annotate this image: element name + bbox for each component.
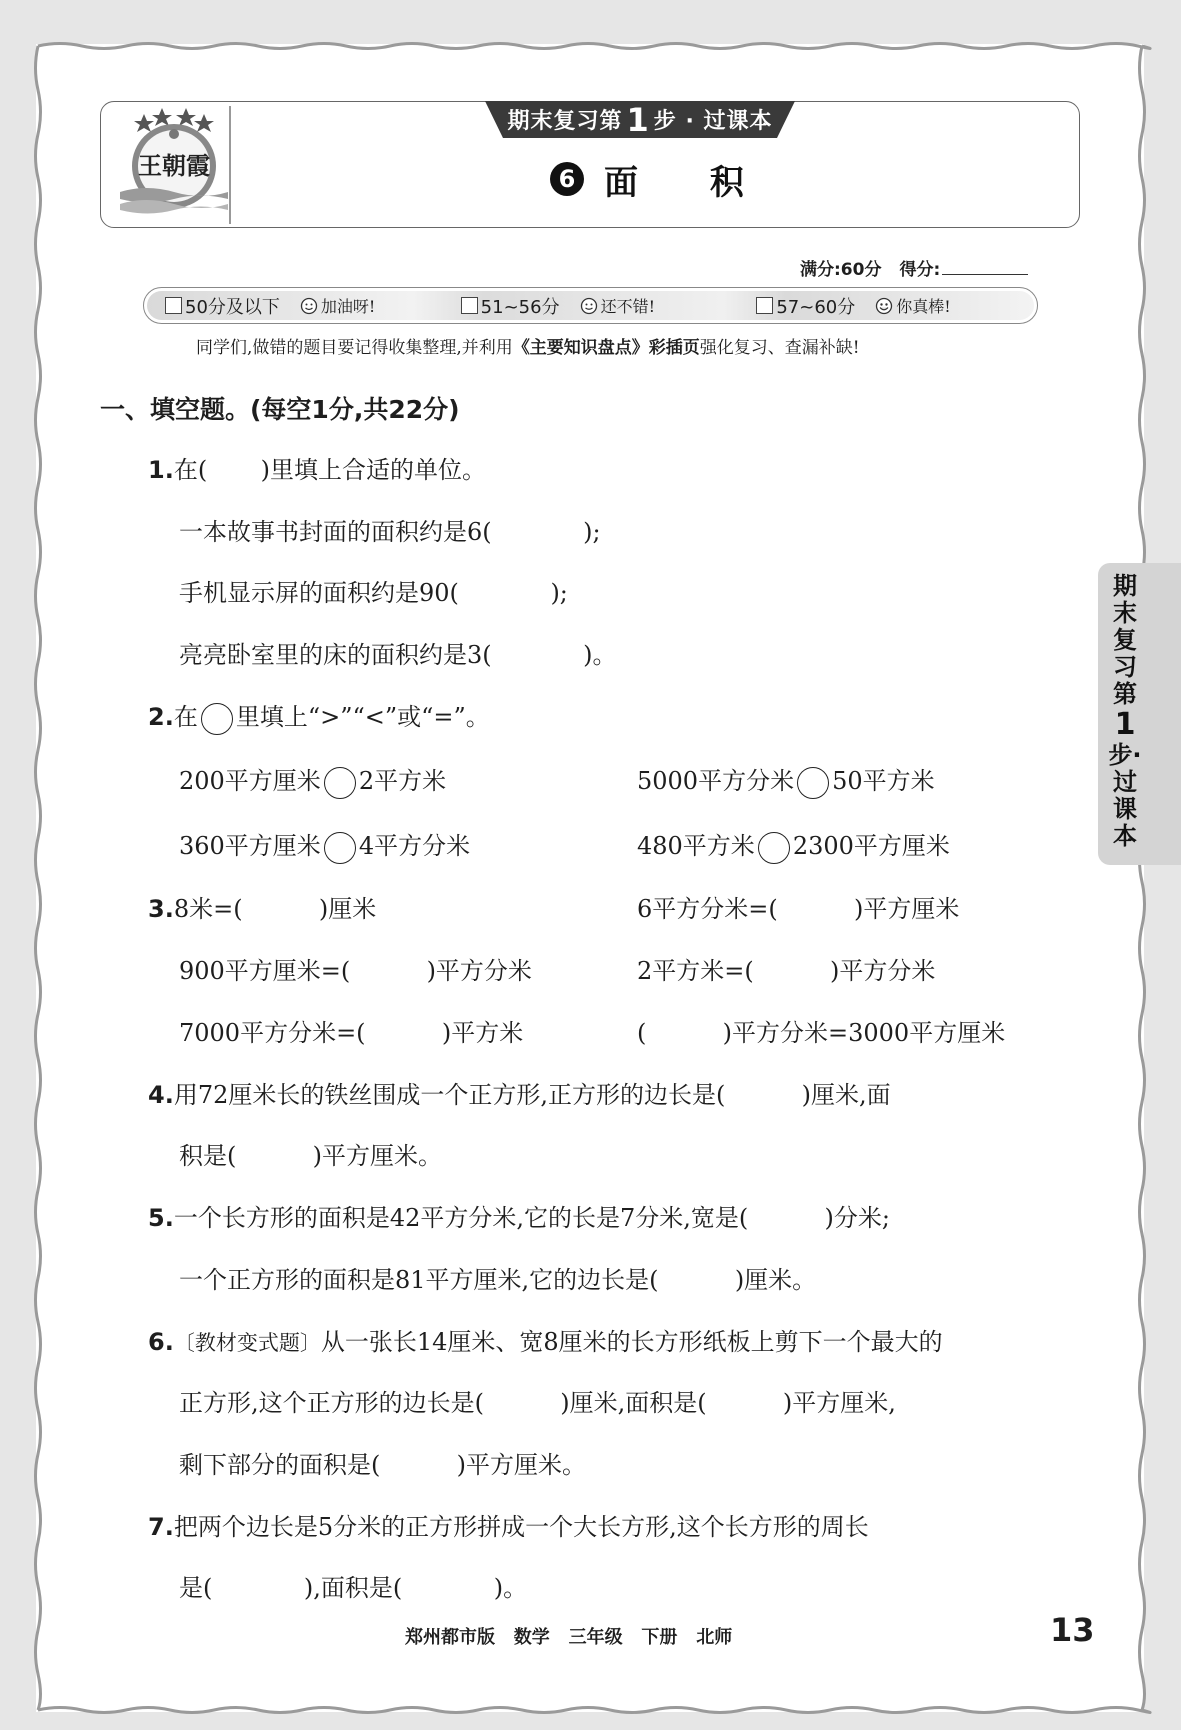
got-score <box>899 255 1028 280</box>
q3-item-c: 900平方厘米=( )平方分米 <box>179 957 532 985</box>
score-line <box>800 254 1028 280</box>
step-number: 1 <box>626 100 650 139</box>
q4-l1-text: 用72厘米长的铁丝围成一个正方形,正方形的边长是( )厘米,面 <box>173 1081 891 1109</box>
rating-checkbox-2[interactable] <box>461 297 478 314</box>
logo-divider <box>229 106 231 224</box>
q3-item-b: 6平方分米=( )平方厘米 <box>637 895 960 923</box>
chapter-title <box>550 154 774 204</box>
side-char: 期 <box>1113 572 1137 600</box>
rating-option-3 <box>738 291 1034 320</box>
rating-range: 50分及以下 <box>185 296 280 318</box>
chapter-number-badge: 6 <box>550 162 584 196</box>
publisher-logo <box>116 104 232 222</box>
question-6-line-1 <box>148 1324 943 1360</box>
side-char: 习 <box>1113 653 1137 681</box>
notice-text-2: 强化复习、查漏补缺! <box>699 338 860 358</box>
compare-circle-c[interactable] <box>324 832 356 864</box>
q6-line-3: 剩下部分的面积是( )平方厘米。 <box>179 1451 587 1479</box>
page-number: 13 <box>1050 1611 1095 1649</box>
question-7-line-1 <box>148 1509 869 1545</box>
q2-b-left: 5000平方分米 <box>637 767 795 795</box>
q2-a-left: 200平方厘米 <box>179 767 321 795</box>
compare-circle-a[interactable] <box>324 767 356 799</box>
q2-item-c <box>179 828 470 864</box>
rating-message: 你真棒! <box>896 297 951 316</box>
review-notice <box>196 333 996 359</box>
step-banner-label <box>485 101 795 138</box>
rating-checkbox-1[interactable] <box>165 297 182 314</box>
rating-range: 57~60分 <box>776 296 856 318</box>
q2-stem-b: 里填上“>”“<”或“=”。 <box>235 703 490 731</box>
side-char: 课 <box>1113 795 1137 823</box>
score-blank[interactable] <box>942 255 1028 275</box>
q1-line-3: 亮亮卧室里的床的面积约是3( )。 <box>179 641 617 669</box>
star-face-icon <box>875 297 893 315</box>
side-number: 1 <box>1114 707 1136 742</box>
question-number: 2. <box>148 703 174 731</box>
q2-c-right: 4平方分米 <box>358 832 471 860</box>
svg-text:王朝霞: 王朝霞 <box>138 151 210 180</box>
full-score: 满分:60分 <box>800 259 882 280</box>
q3-item-a <box>148 891 376 927</box>
question-4-line-1 <box>148 1077 891 1113</box>
q2-stem-a: 在 <box>173 703 198 731</box>
q3-item-d: 2平方米=( )平方分米 <box>637 957 936 985</box>
q7-line-2: 是( ),面积是( )。 <box>179 1574 528 1602</box>
q3-item-f: ( )平方分米=3000平方厘米 <box>637 1019 1006 1047</box>
side-char: 第 <box>1113 680 1137 708</box>
side-char: 本 <box>1113 822 1137 850</box>
q2-item-b <box>637 763 935 799</box>
rating-message: 还不错! <box>600 297 655 316</box>
side-char: 末 <box>1113 599 1137 627</box>
q2-d-right: 2300平方厘米 <box>792 832 950 860</box>
section-title: 一、填空题。(每空1分,共22分) <box>100 395 460 424</box>
rating-bar <box>143 287 1038 324</box>
q5-line-2: 一个正方形的面积是81平方厘米,它的边长是( )厘米。 <box>179 1266 817 1294</box>
q2-a-right: 2平方米 <box>358 767 447 795</box>
q2-c-left: 360平方厘米 <box>179 832 321 860</box>
rating-message: 加油呀! <box>320 297 376 316</box>
rating-inner <box>147 291 1034 320</box>
q1-line-1: 一本故事书封面的面积约是6( ); <box>179 518 601 546</box>
rating-option-2 <box>443 291 739 320</box>
question-number: 1. <box>148 456 174 484</box>
side-char: 复 <box>1113 626 1137 654</box>
footer-edition: 郑州都市版 数学 三年级 下册 北师 <box>405 1627 733 1648</box>
question-number: 4. <box>148 1081 174 1109</box>
q2-d-left: 480平方米 <box>637 832 755 860</box>
q2-b-right: 50平方米 <box>832 767 935 795</box>
question-number: 5. <box>148 1204 174 1232</box>
step-suffix: 步 · 过课本 <box>653 109 773 134</box>
question-1-stem <box>148 452 486 488</box>
q7-l1-text: 把两个边长是5分米的正方形拼成一个大长方形,这个长方形的周长 <box>173 1513 869 1541</box>
q3-item-e: 7000平方分米=( )平方米 <box>179 1019 524 1047</box>
q1-stem-text: 在( )里填上合适的单位。 <box>173 456 486 484</box>
rating-option-1 <box>147 291 443 320</box>
q3-a-text: 8米=( )厘米 <box>173 895 377 923</box>
rating-checkbox-3[interactable] <box>756 297 773 314</box>
q5-l1-text: 一个长方形的面积是42平方分米,它的长是7分米,宽是( )分米; <box>173 1204 890 1232</box>
variant-tag: 〔教材变式题〕 <box>173 1331 321 1355</box>
cheer-face-icon <box>300 297 318 315</box>
notice-bold: 《主要知识盘点》彩插页 <box>512 338 700 358</box>
smile-face-icon <box>580 297 598 315</box>
question-2-stem <box>148 699 490 735</box>
q2-item-a <box>179 763 446 799</box>
side-tab-label <box>1098 573 1152 850</box>
chapter-name: 面 积 <box>604 162 774 203</box>
question-5-line-1 <box>148 1200 890 1236</box>
notice-text-1: 同学们,做错的题目要记得收集整理,并利用 <box>196 338 513 358</box>
q6-line-2: 正方形,这个正方形的边长是( )厘米,面积是( )平方厘米, <box>179 1389 896 1417</box>
q2-item-d <box>637 828 950 864</box>
side-char: 步· <box>1108 741 1142 769</box>
rating-range: 51~56分 <box>480 296 560 318</box>
question-number: 3. <box>148 895 174 923</box>
question-number: 7. <box>148 1513 174 1541</box>
compare-circle-b[interactable] <box>797 767 829 799</box>
q4-line-2: 积是( )平方厘米。 <box>179 1142 443 1170</box>
question-number: 6. <box>148 1328 174 1356</box>
compare-circle-sample <box>201 703 233 735</box>
q1-line-2: 手机显示屏的面积约是90( ); <box>179 579 568 607</box>
side-char: 过 <box>1113 768 1137 796</box>
q6-l1-text: 从一张长14厘米、宽8厘米的长方形纸板上剪下一个最大的 <box>320 1328 943 1356</box>
got-score-label: 得分: <box>899 259 941 280</box>
compare-circle-d[interactable] <box>758 832 790 864</box>
step-prefix: 期末复习第 <box>507 109 623 134</box>
